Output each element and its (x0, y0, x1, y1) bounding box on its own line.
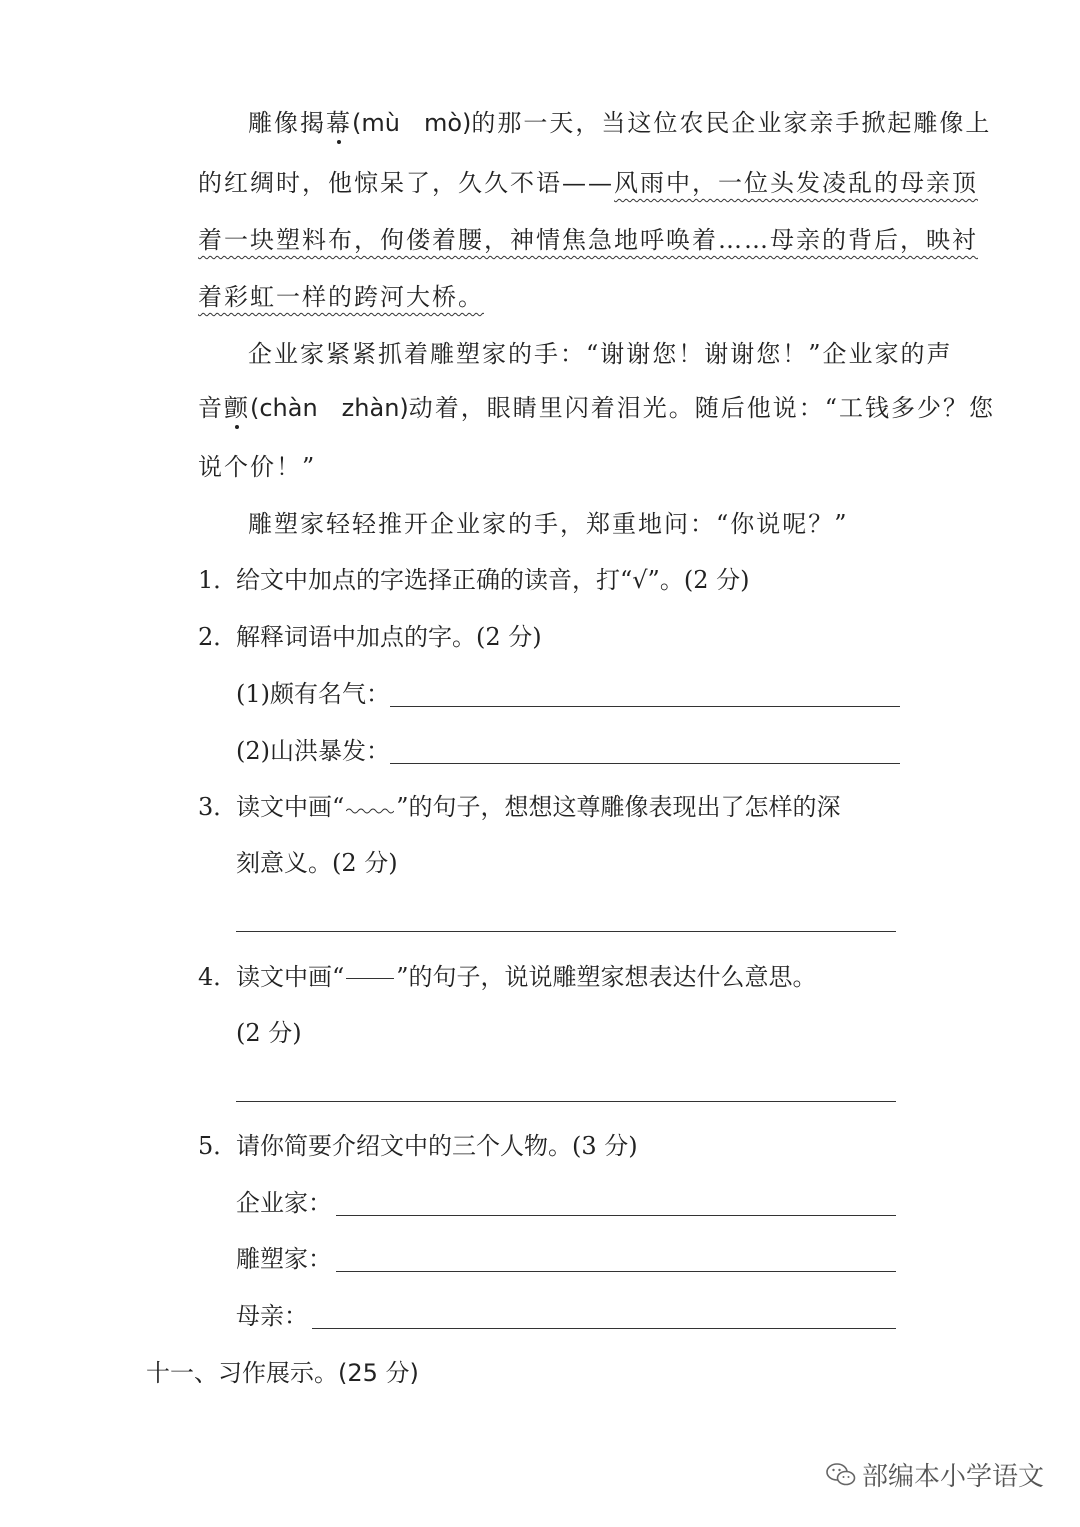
q5-item-3-label: 母亲： (236, 1302, 308, 1330)
q2-item-1-label: (1)颇有名气： (236, 680, 390, 708)
question-3: 3．读文中画“ ”的句子，想想这尊雕像表现出了怎样的深 (198, 793, 841, 821)
wavy-underlined-sentence: 着彩虹一样的跨河大桥。 (198, 283, 484, 311)
question-5: 5．请你简要介绍文中的三个人物。(3 分) (198, 1132, 638, 1160)
passage-line: 的红绸时，他惊呆了，久久不语——风雨中，一位头发凌乱的母亲顶 (198, 169, 978, 197)
question-1: 1．给文中加点的字选择正确的读音，打“√”。(2 分) (198, 566, 750, 594)
dotted-char: 颤 (224, 391, 250, 425)
passage-line (198, 223, 978, 257)
question-4-cont: (2 分) (236, 1019, 302, 1047)
q5-item-2-label: 雕塑家： (236, 1245, 332, 1273)
answer-line[interactable] (336, 1271, 896, 1272)
question-3-cont: 刻意义。(2 分) (236, 849, 398, 877)
passage-line (198, 280, 484, 314)
dotted-char: 幕 (326, 106, 352, 140)
answer-line[interactable] (312, 1328, 896, 1329)
q5-item-1-label: 企业家： (236, 1189, 332, 1217)
answer-line[interactable] (236, 931, 896, 932)
answer-line[interactable] (390, 763, 900, 764)
answer-line[interactable] (336, 1215, 896, 1216)
passage-line: 音颤(chàn zhàn)动着，眼睛里闪着泪光。随后他说：“工钱多少？您 (198, 391, 995, 425)
passage-line: 说个价！” (198, 453, 317, 481)
passage-line: 雕像揭幕(mù mò)的那一天，当这位农民企业家亲手掀起雕像上 (248, 106, 991, 140)
section-title: 十一、习作展示。(25 分) (146, 1359, 419, 1387)
answer-line[interactable] (390, 706, 900, 707)
passage-line: 雕塑家轻轻推开企业家的手，郑重地问：“你说呢？” (248, 510, 849, 538)
passage-line: 企业家紧紧抓着雕塑家的手：“谢谢您！谢谢您！”企业家的声 (248, 340, 953, 368)
watermark (826, 1456, 1044, 1493)
wavy-line-icon (346, 804, 394, 814)
answer-line[interactable] (236, 1101, 896, 1102)
pinyin-options: (chàn zhàn) (250, 394, 409, 422)
wavy-underlined-sentence: 着一块塑料布，佝偻着腰，神情焦急地呼唤着……母亲的背后，映衬 (198, 226, 978, 254)
question-4: 4．读文中画“ ”的句子，说说雕塑家想表达什么意思。 (198, 963, 817, 991)
question-2: 2．解释词语中加点的字。(2 分) (198, 623, 542, 651)
pinyin-options: (mù mò) (352, 109, 472, 137)
wavy-underlined-sentence: 风雨中，一位头发凌乱的母亲顶 (614, 169, 978, 197)
watermark-text: 部编本小学语文 (862, 1462, 1045, 1492)
q2-item-2-label: (2)山洪暴发： (236, 737, 390, 765)
straight-line-icon (346, 978, 394, 979)
wechat-icon (826, 1462, 856, 1488)
